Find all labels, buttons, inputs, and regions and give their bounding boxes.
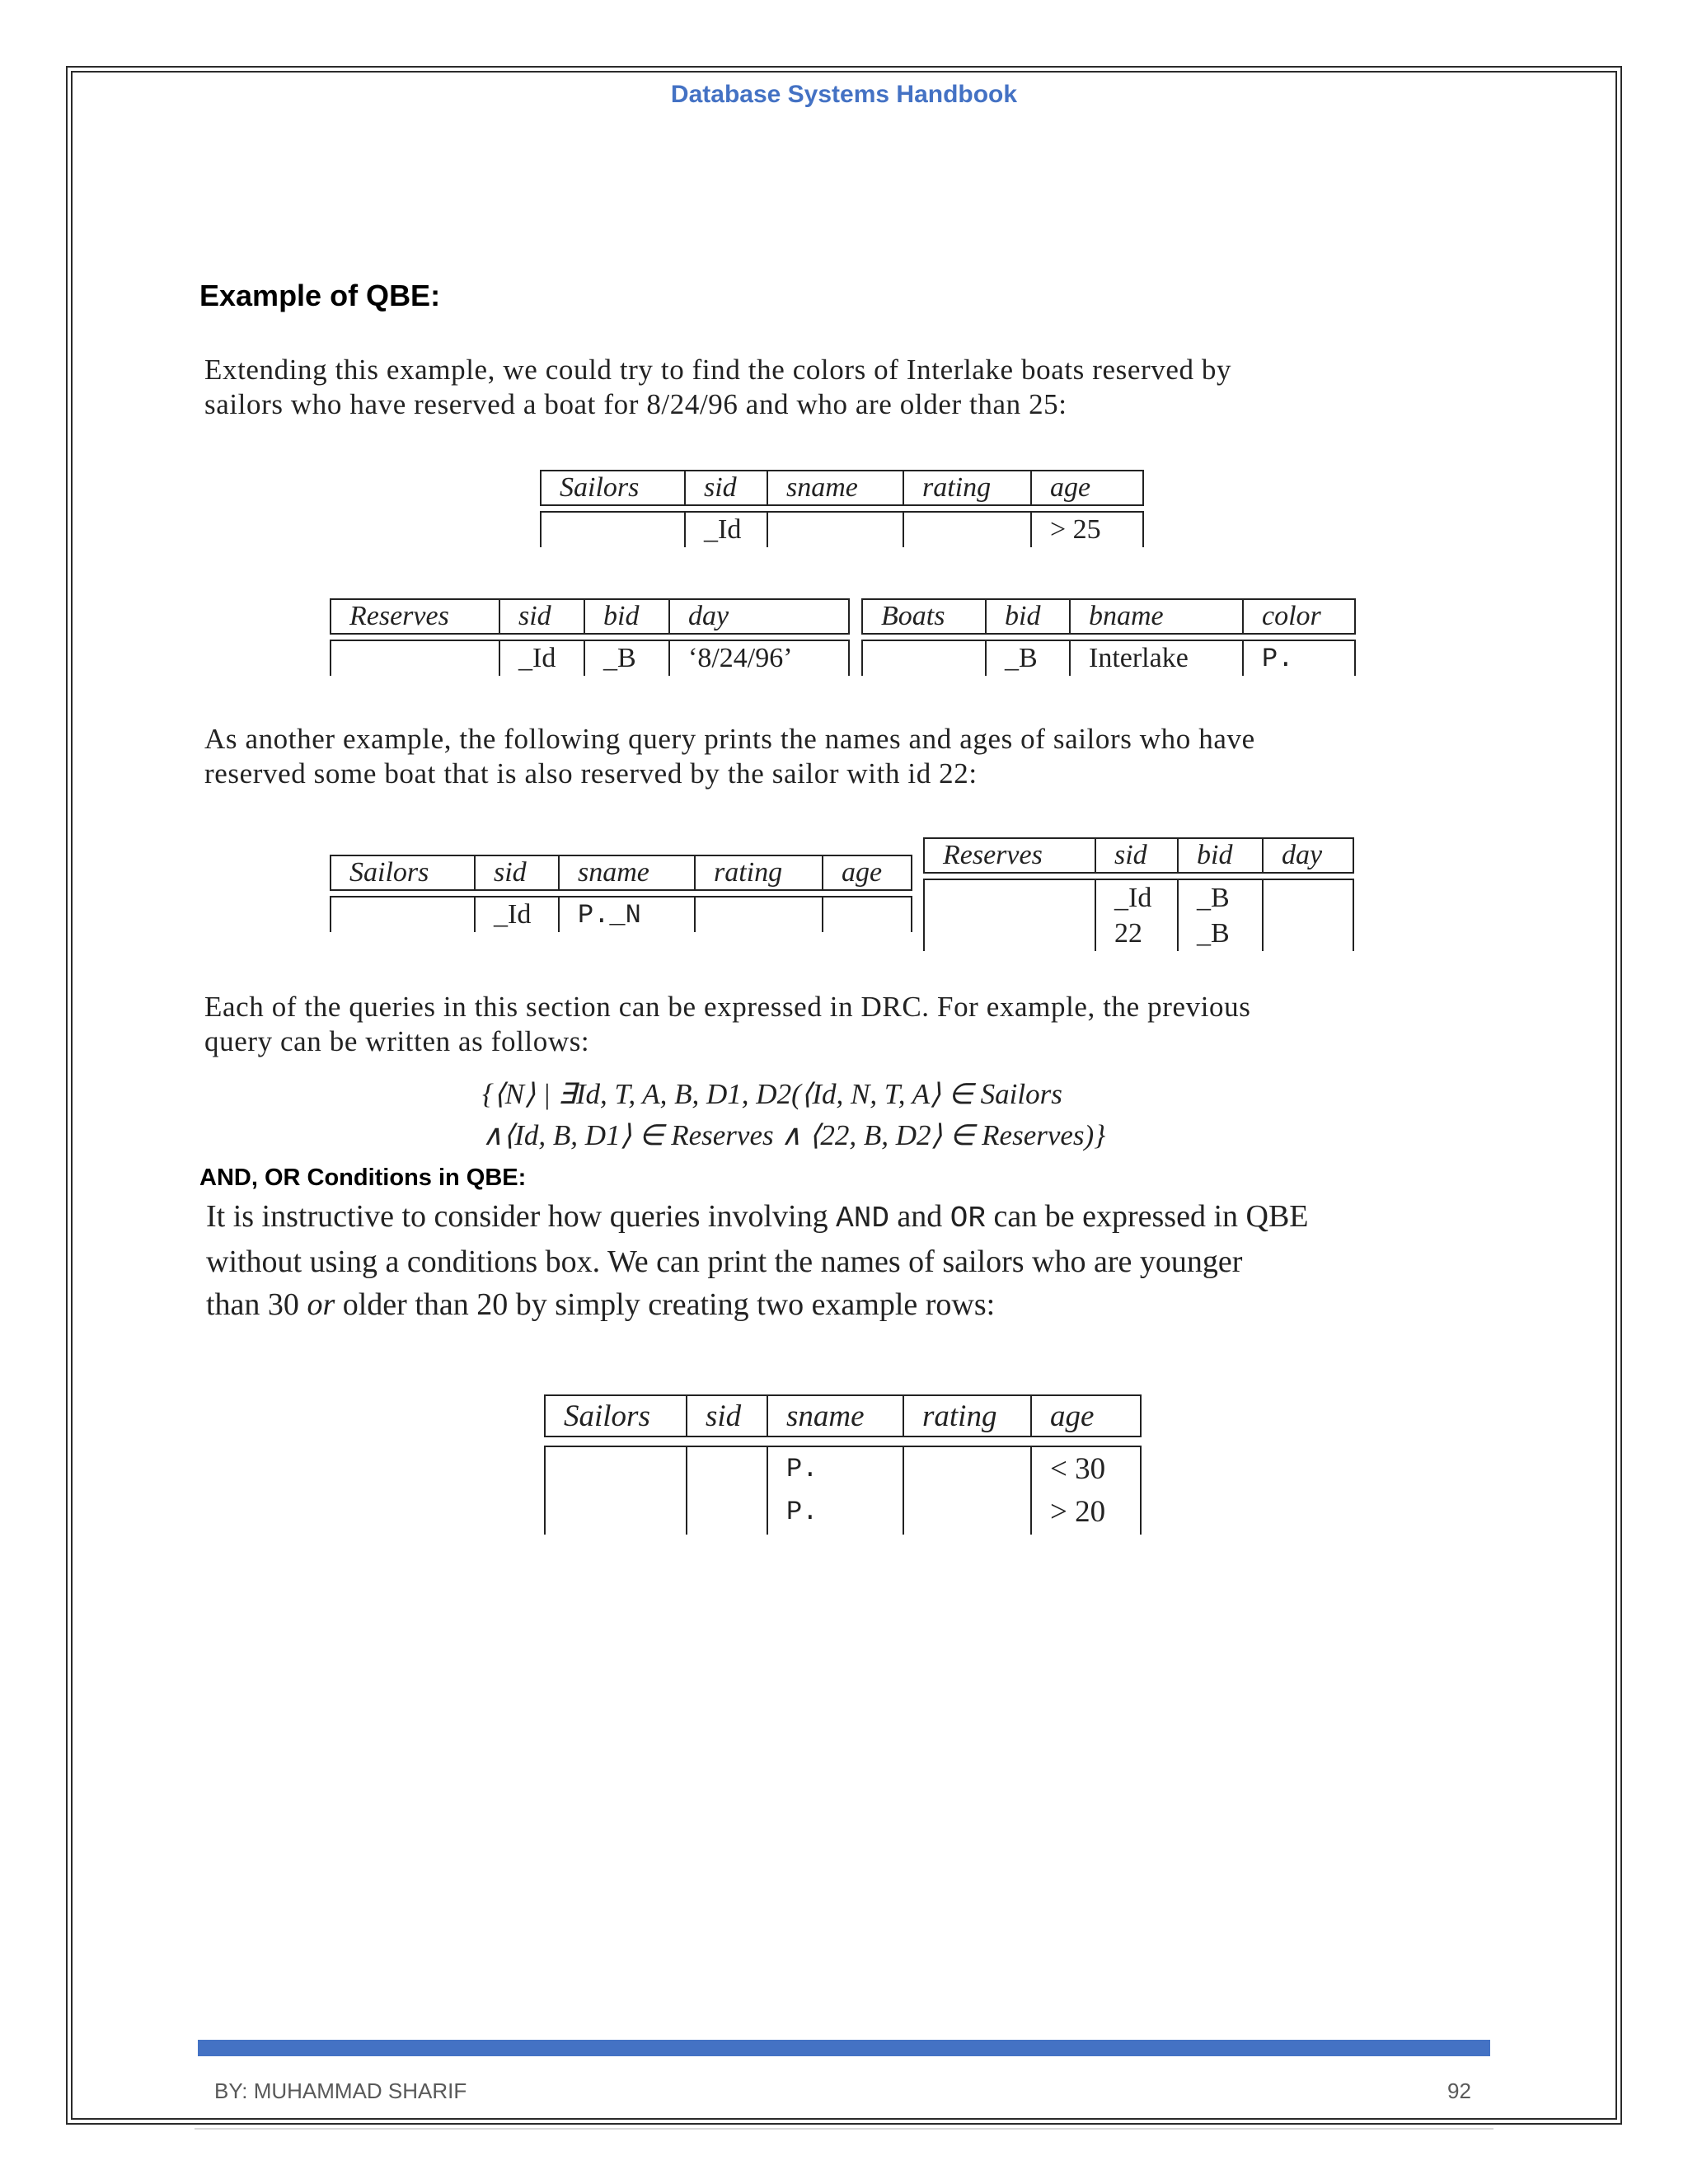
table-cell: [1030, 1446, 1142, 1535]
code-and: AND: [836, 1202, 889, 1235]
cell-line: < 30: [1050, 1451, 1106, 1486]
table-cell: [923, 879, 1095, 951]
table-cell: _Id: [499, 640, 584, 676]
table-cell: [861, 640, 985, 676]
table-header-cell: sname: [767, 1394, 903, 1437]
table-row: [330, 640, 850, 676]
footer-author: BY: MUHAMMAD SHARIF: [214, 2079, 467, 2103]
table-header-cell: Boats: [861, 598, 985, 635]
table-header-cell: day: [668, 598, 850, 635]
paragraph-line-1: [206, 1195, 1475, 1240]
text-run: older than 20 by simply creating two example rows:: [335, 1287, 996, 1322]
text-run: can be expressed in QBE: [986, 1199, 1309, 1234]
table-cell: _Id: [684, 511, 767, 547]
formula-line-1: {⟨N⟩ | ∃Id, T, A, B, D1, D2(⟨Id, N, T, A⟩ ∈ Sailors: [482, 1078, 1062, 1110]
table-cell: _B: [985, 640, 1069, 676]
table-header-cell: rating: [694, 855, 822, 891]
table-header-cell: bid: [584, 598, 668, 635]
table-header-cell: rating: [903, 470, 1030, 506]
running-header: Database Systems Handbook: [670, 81, 1018, 108]
table-cell: > 25: [1030, 511, 1144, 547]
text-run: It is instructive to consider how queries involving: [206, 1199, 837, 1234]
table-cell: [544, 1446, 686, 1535]
table-header-cell: sid: [474, 855, 558, 891]
formula-line-2: ∧⟨Id, B, D1⟩ ∈ Reserves ∧ ⟨22, B, D2⟩ ∈ Reserves)}: [482, 1119, 1106, 1151]
table-header-cell: color: [1242, 598, 1356, 635]
table-header-row: [861, 598, 1356, 635]
table-cell: Interlake: [1069, 640, 1242, 676]
table-header-cell: bname: [1069, 598, 1242, 635]
table-header-row: [923, 837, 1354, 874]
table-row: [330, 896, 912, 932]
paragraph-line-2: reserved some boat that is also reserved by the sailor with id 22:: [204, 757, 978, 790]
table-cell: ‘8/24/96’: [668, 640, 850, 676]
cell-line: P.: [786, 1453, 818, 1484]
table-header-cell: sid: [684, 470, 767, 506]
table-header-cell: Sailors: [540, 470, 684, 506]
table-cell: _Id: [474, 896, 558, 932]
section-heading-example-qbe: Example of QBE:: [199, 279, 441, 312]
table-cell: [1262, 879, 1354, 951]
table-header-cell: sid: [1095, 837, 1177, 874]
table-row: [923, 879, 1354, 951]
intro-line-2: sailors who have reserved a boat for 8/24/96 and who are older than 25:: [204, 388, 1067, 420]
table-cell: P.: [1242, 640, 1356, 676]
table-header-cell: day: [1262, 837, 1354, 874]
code-or: OR: [950, 1202, 987, 1235]
table-header-cell: bid: [985, 598, 1069, 635]
paragraph-line-2: query can be written as follows:: [204, 1025, 590, 1057]
table-cell: [767, 1446, 903, 1535]
intro-line-1: Extending this example, we could try to find the colors of Interlake boats reserved by: [204, 354, 1232, 386]
table-cell: [330, 640, 499, 676]
cell-line: _B: [1197, 917, 1230, 949]
section-heading-and-or: AND, OR Conditions in QBE:: [199, 1165, 527, 1191]
table-cell: [1095, 879, 1177, 951]
table-header-cell: age: [1030, 470, 1144, 506]
table-header-cell: age: [822, 855, 912, 891]
table-header-cell: Reserves: [923, 837, 1095, 874]
table-header-cell: sname: [767, 470, 903, 506]
paragraph-line-1: Each of the queries in this section can be expressed in DRC. For example, the previous: [204, 991, 1251, 1023]
paragraph-another-example: [204, 722, 1490, 791]
table-cell: P._N: [558, 896, 694, 932]
table-header-cell: Sailors: [330, 855, 474, 891]
table-cell: [540, 511, 684, 547]
table-header-row: [544, 1394, 1142, 1437]
table-row: [540, 511, 1144, 547]
table-cell: [1177, 879, 1262, 951]
paragraph-line-2: without using a conditions box. We can print the names of sailors who are younger: [206, 1244, 1243, 1279]
paragraph-and-or: [206, 1195, 1475, 1326]
cell-line: P.: [786, 1496, 818, 1527]
table-cell: [330, 896, 474, 932]
paragraph-line-1: As another example, the following query prints the names and ages of sailors who have: [204, 723, 1255, 755]
cell-line: _B: [1197, 882, 1230, 913]
cell-line: _Id: [1114, 882, 1152, 913]
table-header-cell: Sailors: [544, 1394, 686, 1437]
emphasis-or: or: [307, 1287, 335, 1322]
drc-formula: [482, 1074, 1105, 1156]
table-header-row: [330, 855, 912, 891]
table-cell: [903, 1446, 1030, 1535]
table-row: [544, 1446, 1142, 1535]
page-number: 92: [1447, 2079, 1471, 2103]
table-header-cell: age: [1030, 1394, 1142, 1437]
text-run: than 30: [206, 1287, 307, 1322]
table-header-cell: bid: [1177, 837, 1262, 874]
table-header-row: [540, 470, 1144, 506]
intro-paragraph: [204, 353, 1490, 422]
table-cell: [694, 896, 822, 932]
text-run: and: [889, 1199, 950, 1234]
table-cell: [903, 511, 1030, 547]
footer-accent-bar: [198, 2040, 1490, 2056]
table-cell: [686, 1446, 767, 1535]
table-cell: [822, 896, 912, 932]
bottom-divider: [195, 2128, 1493, 2130]
table-header-cell: sid: [686, 1394, 767, 1437]
paragraph-line-3: [206, 1283, 1475, 1326]
paragraph-drc: [204, 990, 1490, 1059]
table-header-cell: sname: [558, 855, 694, 891]
table-header-row: [330, 598, 850, 635]
table-header-cell: sid: [499, 598, 584, 635]
cell-line: > 20: [1050, 1494, 1106, 1529]
table-row: [861, 640, 1356, 676]
table-cell: [767, 511, 903, 547]
table-cell: _B: [584, 640, 668, 676]
table-header-cell: Reserves: [330, 598, 499, 635]
cell-line: 22: [1114, 917, 1142, 949]
table-header-cell: rating: [903, 1394, 1030, 1437]
